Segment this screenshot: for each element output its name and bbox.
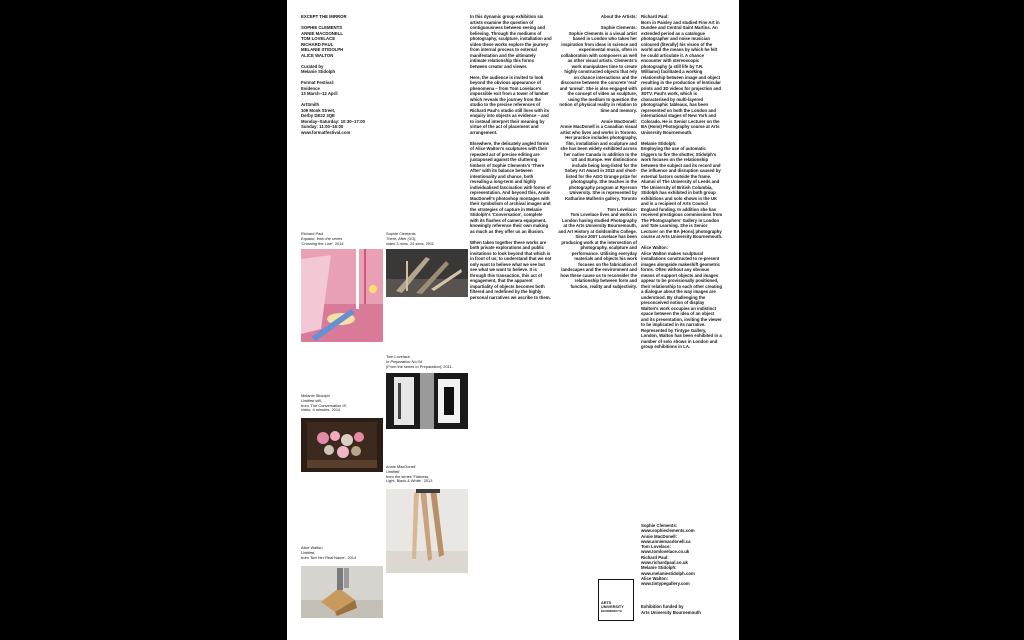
caption-line: In Preparation No.04: [386, 358, 422, 364]
photo-tom-lovelace: [386, 373, 468, 429]
caption-line: Light, Black & White', 2013: [386, 478, 433, 484]
artist-name: RICHARD PAUL: [301, 41, 334, 47]
exhibition-title: EXCEPT THE MIRROR: [301, 14, 347, 19]
intro-paragraph: Elsewhere, the delicately angled forms of Alice Walton's sculptures with their repeated act of precise editing are juxtaposed against the cluttering timbers of Sophie Clements's 'There After' with its balance between intentionality and chance, both revealing a long-term and highly individualised fascination with forms of representation. And beyond this, Annie MacDonell's photoshop montages with their symbolism of archival images and the strategies of capture in Melanie Stidolph's 'Conversation', complete with its flashes of camera equipment, knowingly reference their own making as much as they offer us an illusion.: [470, 140, 551, 234]
bio-name: Richard Paul:: [641, 14, 669, 19]
link-url[interactable]: www.richardpaul.co.uk: [641, 560, 688, 566]
caption-line: video 3 mins, 24 secs, 2011: [386, 240, 434, 246]
intro-text: [470, 14, 552, 306]
photo-richard-paul: [301, 249, 383, 342]
caption-line: from 'The Conversation III',: [301, 402, 348, 408]
artist-name: SOPHIE CLEMENTS: [301, 25, 343, 30]
caption-line: from the series 'Flatness,: [386, 473, 430, 479]
caption-sophie-clements: [386, 232, 471, 246]
artist-name: ANNIE MACDONELL: [301, 30, 344, 36]
caption-line: video, 4 minutes, 2014: [301, 407, 341, 413]
bio-name: Sophie Clements:: [600, 25, 637, 30]
caption-line: Sophie Clements: [386, 231, 416, 236]
caption-line: Untitled still,: [301, 397, 322, 403]
about-heading: About the Artists:: [600, 14, 637, 19]
intro-paragraph: Here, the audience is invited to look beyond the obvious appearance of phenomena – from Tom Lovelace's impossible exit from a tower of lumber which reveals the journey from the studio to the precise references of Richard Paul's studio still lives with its enquiry into objects as evidence – and to instead interpret their meaning by virtue of the act of placement and arrangement.: [470, 74, 550, 135]
caption-line: Untitled,: [301, 549, 316, 555]
artist-links: [641, 523, 731, 587]
link-url[interactable]: www.sophieclements.com: [641, 528, 695, 534]
venue-line: ArtSmith: [301, 102, 320, 107]
photo-alice-walton: [301, 566, 383, 618]
venue-website: www.formatfestival.com: [301, 129, 351, 135]
curated-label: Curated by: [301, 63, 324, 69]
funding-institution: Arts University Bournemouth: [641, 609, 701, 615]
funding-label: Exhibition funded by: [641, 604, 684, 609]
venue-line: 109 Monk Street,: [301, 107, 336, 113]
bio-name: Tom Lovelace:: [607, 206, 637, 212]
bio-name: Annie MacDonell:: [600, 118, 637, 124]
link-url[interactable]: www.tintypegallery.com: [641, 581, 690, 587]
link-url[interactable]: www.tomlovelace.co.uk: [641, 549, 690, 555]
caption-line: Alice Walton: [301, 545, 323, 550]
curator-name: Melanie Stidolph: [301, 69, 336, 74]
exhibition-header: [301, 14, 381, 135]
link-label: Alice Walton:: [641, 575, 669, 581]
logo-text: BOURNEMOUTH: [601, 609, 622, 613]
photo-melanie-stidolph: [301, 418, 383, 472]
arts-university-logo: [598, 579, 634, 621]
caption-melanie-stidolph: [301, 394, 386, 413]
about-artists-left: [558, 14, 637, 295]
link-url[interactable]: www.melaniestidolph.com: [641, 570, 695, 576]
logo-text: UNIVERSITY: [601, 605, 624, 610]
venue-line: Derby DE22 3QE: [301, 113, 335, 118]
venue-line: Monday–Saturday: 10:30–17:00: [301, 118, 366, 124]
poster-page: [287, 0, 739, 640]
caption-line: Equator, from the series: [301, 235, 343, 241]
caption-alice-walton: [301, 546, 386, 560]
bio-text: Born in Paisley and studied Fine Art in Dundee and Central Saint Martins. An extended period as a catalogue photographer and noise musician coloured (literally) his vision of the world and the means by which he felt he could articulate it. A chance encounter with stereoscopic photography (a still life by T.R. Williams) facilitated a working relationship between image and object resulting in the production of lenticular prints and 3D videos for projection and 3DTV. Paul's work, which is characterised by multi-layered photographic tableaux, has been represented on both the London and international stages of New York and Colorado. He is Senior Lecturer on the BA (Hons) Photography course at Arts University Bournemouth.: [641, 19, 721, 135]
logo-text: ARTS: [601, 601, 612, 605]
link-label: Melanie Stidolph:: [641, 565, 677, 571]
caption-line: Richard Paul: [301, 231, 324, 236]
caption-line: from 'Not Her Real Name', 2014: [301, 554, 357, 560]
bio-name: Alice Walton:: [641, 245, 669, 250]
link-label: Sophie Clements:: [641, 523, 678, 528]
caption-line: There, After (3/3),: [386, 235, 417, 241]
festival-label: Format Festival:: [301, 80, 335, 85]
photo-sophie-clements: [386, 249, 468, 297]
about-artists-right: [641, 14, 723, 355]
caption-line: Tom Lovelace: [386, 354, 411, 359]
artist-name: TOM LOVELACE: [301, 36, 336, 41]
caption-tom-lovelace: [386, 355, 471, 369]
intro-paragraph: In this dynamic group exhibition six artists examine the question of contiguousness between seeing and believing. Through the mediums of photography, sculpture, installation and video these works explore the journey from internal process to external manifestation and the ultimately intimate relationship this forms between creator and viewer.: [470, 14, 552, 69]
intro-paragraph: When taken together these works are both private explorations and public invitations to look beyond that which is in front of us; to understand that we not only want to believe what we see but see what we want to believe. It is through this transaction, this act of engagement, that the apparent impartiality of objects becomes both filtered and redefined by the highly personal narratives we ascribe to them.: [470, 239, 552, 300]
festival-name: Evidence: [301, 85, 320, 91]
photo-annie-macdonell: [386, 489, 468, 573]
caption-line: Melanie Stidolph: [301, 393, 330, 398]
funding-credit: [641, 604, 731, 615]
bio-text: Tom Lovelace lives and works in London having studied Photography at the Arts University Bournemouth, and Art History at Goldsmiths College. Since 2007 Lovelace has been producing work at the intersection of photography, sculpture and performance. Utilising everyday materials and objects his work focuses on the fabrication of landscapes and the environment and how these cause us to reconsider the relationship between form and function, reality and subjectivity.: [558, 212, 637, 289]
bio-text: Annie MacDonell is a Canadian visual artist who lives and works in Toronto. Her practice includes photography, film, installation and sculpture and she has been widely exhibited across her native Canada in addition to the US and Europe. Her distinctions include being long-listed for the Sobey Art Award in 2012 and short-listed for the AGO Grange prize for photography. She teaches in the photography program at Ryerson University. She is represented by Katharine Mulherin gallery, Toronto: [560, 124, 637, 201]
caption-line: (From the series In Preparation), 2011.: [386, 363, 453, 369]
artist-name: ALICE WALTON: [301, 52, 334, 58]
venue-line: Sunday: 11:00–16:00: [301, 124, 344, 129]
caption-line: Untitled: [386, 468, 400, 474]
link-label: Richard Paul:: [641, 554, 669, 560]
bio-text: Sophie Clements is a visual artist based in London who takes her inspiration from ideas in science and experimental music, often in collaboration with composers as well as other visual artists. Clements's work manipulates time to create highly constructed objects that rely on chance interactions and the discourse between the concrete 'real' and 'unreal'. She is also engaged with the concept of video as sculpture, using the medium to question the notion of physical reality in relation to time and memory.: [559, 30, 637, 113]
caption-line: 'Crossing the Line', 2014: [301, 240, 344, 246]
caption-annie-macdonell: [386, 465, 471, 484]
link-label: Tom Lovelace:: [641, 544, 671, 550]
bio-text: Alice Walton makes sculptural installations constructed to re-present images alongside makeshift geometric forms. Often without any obvious means of support objects and images appear to be provisionally positioned, their relationship to each other creating a dialogue about the way images are understood. By challenging the preconceived notion of display Walton's work occupies an indistinct space between the idea of an object and its presentation, inviting the viewer to be implicated in its narrative. Represented by Tintype Gallery, London, Walton has been exhibited in a number of solo shows in London and group exhibitions in LA.: [641, 250, 722, 349]
link-label: Annie MacDonell:: [641, 533, 678, 539]
bio-text: Employing the use of automatic triggers to fire the shutter, Stidolph's work focuses on the relationship between the subject and its record and the influence and disruption caused by external factors outside the frame. Alumni of The University of Leeds and The University of British Columbia, Stidolph has exhibited in both group exhibitions and solo shows in the UK and is a recipient of Arts Council England funding. In addition she has received prestigious commissions from The Photographers' Gallery in London and Tate Learning. She is Senior Lecturer on the BA (Hons) photography course at Arts University Bournemouth.: [641, 146, 723, 239]
caption-line: Annie MacDonell: [386, 464, 416, 469]
artist-name: MELANIE STIDOLPH: [301, 47, 344, 52]
link-url[interactable]: www.anniemacdonell.ca: [641, 538, 691, 544]
caption-richard-paul: [301, 232, 386, 246]
bio-name: Melanie Stidolph:: [641, 140, 677, 146]
exhibition-dates: 13 March–12 April: [301, 91, 338, 96]
